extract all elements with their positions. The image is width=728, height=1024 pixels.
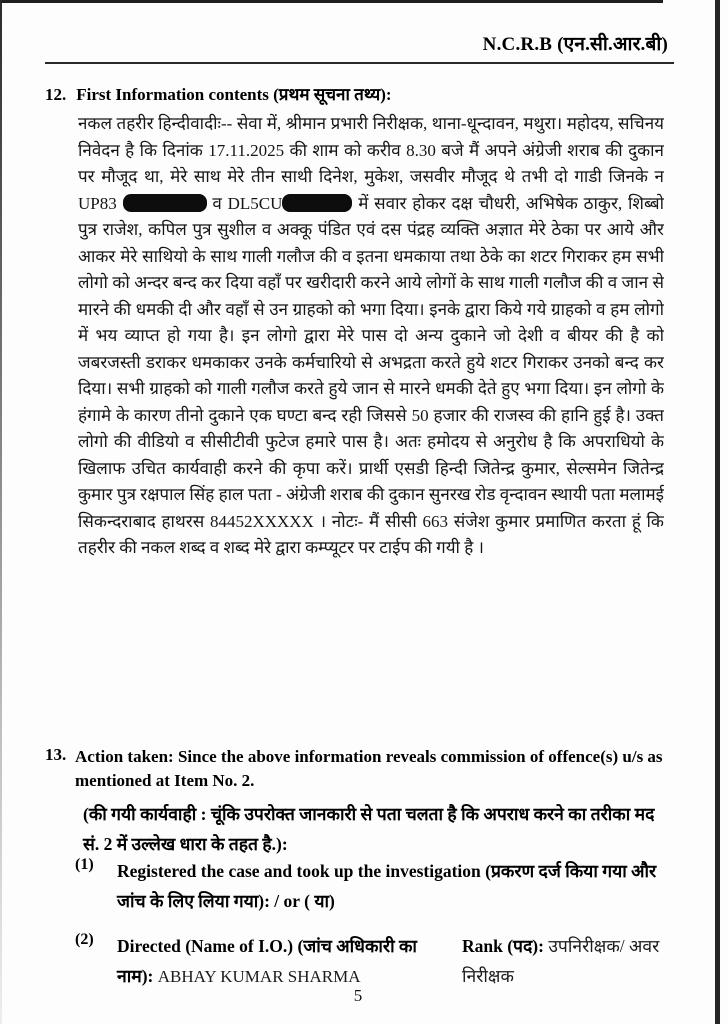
subitem-2-directed-io	[75, 931, 681, 992]
section-12-title: First Information contents (प्रथम सूचना तथ्य):	[76, 85, 392, 104]
page-right-edge	[715, 0, 720, 1024]
action-taken-subitems	[75, 856, 681, 1007]
page-left-edge	[0, 0, 2, 1024]
io-rank-field	[462, 931, 682, 992]
subitem-1-value: / or ( या)	[274, 891, 335, 911]
io-name-value: ABHAY KUMAR SHARMA	[157, 967, 361, 986]
narrative-part-1: नकल तहरीर हिन्दीवादीः-- सेवा में, श्रीमान प्रभारी निरीक्षक, थाना-धून्दावन, मथुरा। महोदय, सचिनय निवेदन है कि दिनांक 17.11.2025 की शाम को करीव 8.30 बजे मैं अपने अंग्रेजी शराब की दुकान पर मौजूद था, मेरे साथ मेरे तीन साथी दिनेश, मुकेश, जसवीर मौजूद थे तभी दो गाडी जिनके न UP83	[78, 114, 664, 213]
ncrb-header: N.C.R.B (एन.सी.आर.बी)	[482, 34, 668, 55]
header-divider	[45, 62, 674, 64]
io-name-label: Directed (Name of I.O.) (जांच अधिकारी का नाम):	[117, 936, 417, 986]
subitem-1-label: Registered the case and took up the investigation (प्रकरण दर्ज किया गया और जांच के लिए लिया गया):	[117, 861, 657, 911]
redacted-vehicle-number-2	[282, 194, 352, 212]
narrative-part-3: में सवार होकर दक्ष चौधरी, अभिषेक ठाकुर, शिब्बो पुत्र राजेश, कपिल पुत्र सुशील व अक्कू पंडित एवं दस पंद्रह व्यक्ति अज्ञात मेरे ठेका पर आये और आकर मेरे साथियो के साथ गाली गलौज की व इतना धमकाया तथा ठेके का शटर गिराकर हम सभी लोगो को अन्दर बन्द कर दिया वहाँ पर खरीदारी करने आये लोगों के साथ गाली गलौज की व जान से मारने की धमकी दी और वहाँ से उन ग्राहको को भगा दिया। इनके द्वारा किये गये ग्राहको व हम लोगो में भय व्याप्त हो गया है। इन लोगो द्वारा मेरे पास दो अन्य दुकाने जो देशी व बीयर की है को जबरजस्ती डराकर धमकाकर उनके कर्मचारियो से अभद्रता करते हुये शटर गिराकर उनको बन्द कर दिया। सभी ग्राहको को गाली गलौज करते हुये जान से मारने धमकी देते हुए भगा दिया। इन लोगो के हंगामे के कारण तीनो दुकाने एक घण्टा बन्द रही जिससे 50 हजार की राजस्व की हानि हुई है। उक्त लोगो की वीडियो व सीसीटीवी फुटेज हमारे पास है। अतः हमोदय से अनुरोध है कि अपराधियो के खिलाफ उचित कार्यवाही करने की कृपा करें। प्रार्थी एसडी हिन्दी जितेन्द्र कुमार, सेल्समेन जितेन्द्र कुमार पुत्र रक्षपाल सिंह हाल पता - अंग्रेजी शराब की दुकान सुनरख रोड वृन्दावन स्थायी पता मलामई सिकन्दराबाद हाथरस 84452XXXXX । नोटः- मैं सीसी 663 संजेश कुमार प्रमाणित करता हूं कि तहरीर की नकल शब्द व शब्द मेरे द्वारा कम्प्यूटर पर टाईप की गयी है ।	[78, 193, 664, 557]
fir-narrative	[78, 111, 664, 562]
section-13-heading-hi: (की गयी कार्यवाही : चूंकि उपरोक्त जानकारी से पता चलता है कि अपराध करने का तरीका मद सं. 2 में उल्लेख धारा के तहत है.):	[83, 804, 655, 854]
section-12-heading	[45, 82, 675, 105]
redacted-vehicle-number-1	[123, 194, 207, 212]
narrative-part-2: व DL5CU	[212, 193, 283, 213]
section-13-heading-en: Action taken: Since the above information reveals commission of offence(s) u/s as mentioned at Item No. 2.	[75, 747, 663, 790]
subitem-1-registered-case	[75, 856, 681, 916]
section-13-number: 13.	[45, 745, 67, 764]
io-name-field	[117, 931, 452, 992]
page-top-edge	[0, 0, 663, 3]
section-12-number: 12.	[45, 85, 67, 104]
io-rank-value: उपनिरीक्षक/ अवर निरीक्षक	[462, 936, 660, 986]
subitem-2-number: (2)	[75, 931, 94, 948]
page-number: 5	[353, 986, 363, 1005]
io-rank-label: Rank (पद):	[462, 936, 544, 956]
subitem-1-number: (1)	[75, 856, 94, 873]
section-13-action-taken	[45, 745, 677, 859]
